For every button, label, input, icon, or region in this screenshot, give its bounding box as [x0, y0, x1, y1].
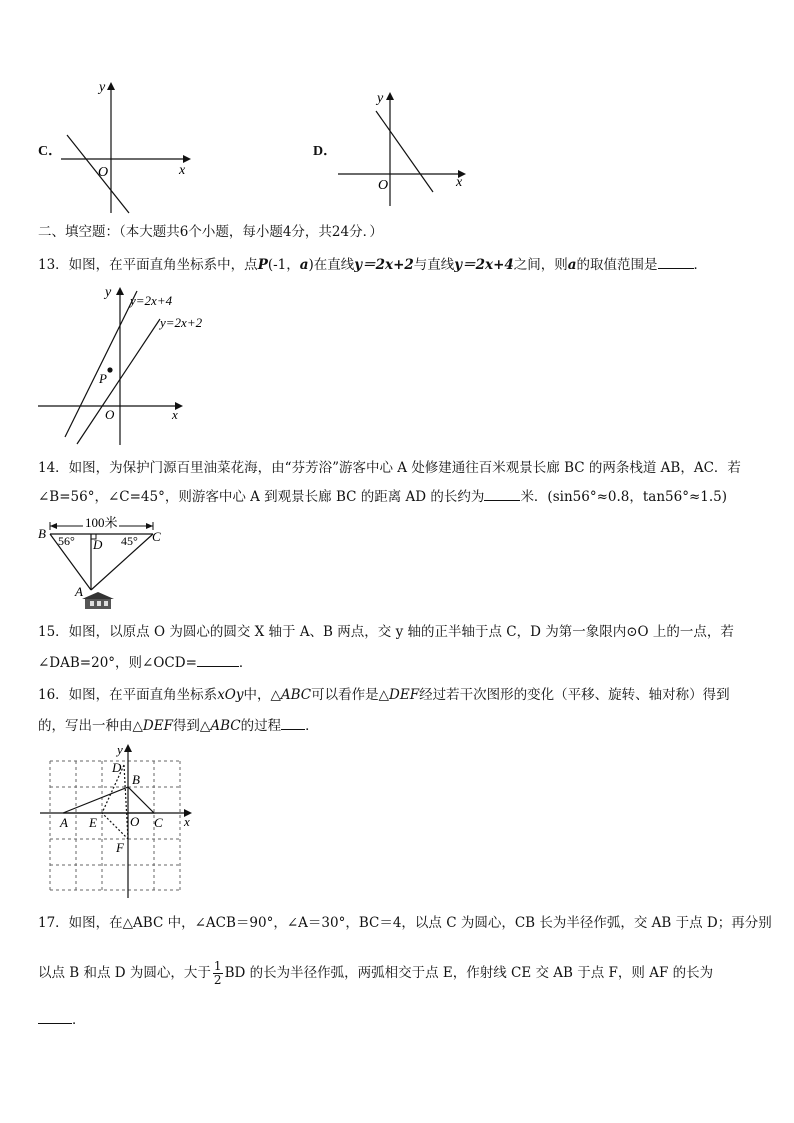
- angle-c-label: 45°: [121, 534, 138, 548]
- origin-label: O: [378, 178, 389, 193]
- q14-figure: [38, 512, 173, 612]
- d-label: D: [112, 760, 122, 775]
- line2-label: y=2x+2: [160, 315, 203, 330]
- question-15-line1: 15．如图，以原点 O 为圆心的圆交 X 轴于 A、B 两点，交 y 轴的正半轴于点 C，D 为第一象限内⊙O 上的一点，若: [38, 624, 734, 640]
- y-axis-arrow: [107, 82, 115, 90]
- answer-blank: [658, 255, 694, 269]
- origin-label: O: [105, 407, 115, 422]
- answer-blank: [38, 1010, 72, 1024]
- answer-blank: [197, 653, 239, 667]
- q16-figure: [38, 740, 198, 900]
- question-14-line1: 14．如图，为保护门源百里油菜花海，由“芬芳浴”游客中心 A 处修建通往百米观景长廊 BC 的两条栈道 AB，AC．若: [38, 460, 741, 476]
- a-label: A: [75, 584, 83, 599]
- option-c-label: C．: [38, 144, 63, 159]
- x-label: x: [184, 814, 190, 829]
- y-axis-arrow: [386, 92, 394, 100]
- option-c-graph: [55, 78, 195, 218]
- question-13: 13．如图，在平面直角坐标系中，点P(-1，a)在直线y＝2x+2与直线y＝2x+4之间，则a的取值范围是 ．: [38, 257, 708, 273]
- question-16-line2: 的，写出一种由△DEF得到△ABC的过程 ．: [38, 718, 319, 734]
- question-17-line1: 17．如图，在△ABC 中，∠ACB＝90°，∠A＝30°，BC＝4，以点 C 为圆心，CB 长为半径作弧，交 AB 于点 D；再分别: [38, 915, 772, 931]
- d-label: D: [93, 537, 103, 552]
- b-label: B: [132, 772, 140, 787]
- x-axis-arrow: [183, 155, 191, 163]
- b-label: B: [38, 526, 46, 541]
- origin-label: O: [98, 165, 109, 180]
- x-label: x: [172, 407, 178, 422]
- question-17-line3: ．: [38, 1010, 86, 1030]
- option-d-graph: [330, 86, 475, 211]
- visitor-center-icon: [82, 592, 114, 609]
- y-label: y: [99, 80, 106, 95]
- y-axis-arrow: [116, 287, 124, 295]
- question-15-line2: ∠DAB=20°，则∠OCD= ．: [38, 655, 253, 671]
- line-y-2x-2: [77, 319, 160, 444]
- c-label: C: [154, 815, 163, 830]
- x-label: x: [456, 175, 463, 190]
- section-heading: 二、填空题：（本大题共6个小题，每小题4分，共24分．）: [38, 224, 383, 240]
- p-label: P: [99, 371, 107, 386]
- option-d-label: D．: [313, 144, 338, 159]
- answer-blank: [281, 716, 305, 730]
- e-label: E: [89, 815, 97, 830]
- origin-label: O: [130, 814, 140, 829]
- y-label: y: [117, 742, 123, 757]
- line-y-2x-4: [65, 291, 137, 437]
- line1-label: y=2x+4: [130, 293, 173, 308]
- angle-b-label: 56°: [58, 534, 75, 548]
- distance-label: 100米: [85, 515, 118, 530]
- question-16-line1: 16．如图，在平面直角坐标系xOy中，△ABC可以看作是△DEF经过若干次图形的变化（平移、旋转、轴对称）得到: [38, 687, 730, 703]
- point-p: [107, 367, 112, 372]
- y-label: y: [377, 91, 384, 106]
- q13-figure: [35, 282, 225, 450]
- question-17-line2: 以点 B 和点 D 为圆心，大于 $\frac{1}{2}$ BD 的长为半径作弧，两弧相交于点 E，作射线 CE 交 AB 于点 F，则 AF 的长为: [38, 958, 714, 987]
- x-label: x: [179, 163, 186, 178]
- f-label: F: [116, 840, 124, 855]
- y-label: y: [105, 285, 112, 300]
- triangle-abc: [63, 787, 154, 813]
- triangle-def: [102, 765, 128, 839]
- fraction-one-half: $\frac{1}{2}$: [213, 958, 222, 987]
- question-14-line2: ∠B=56°，∠C=45°，则游客中心 A 到观景长廊 BC 的距离 AD 的长约为 米．(sin56°≈0.8，tan56°≈1.5): [38, 489, 727, 505]
- c-label: C: [152, 529, 161, 544]
- a-label: A: [60, 815, 68, 830]
- answer-blank: [484, 487, 520, 501]
